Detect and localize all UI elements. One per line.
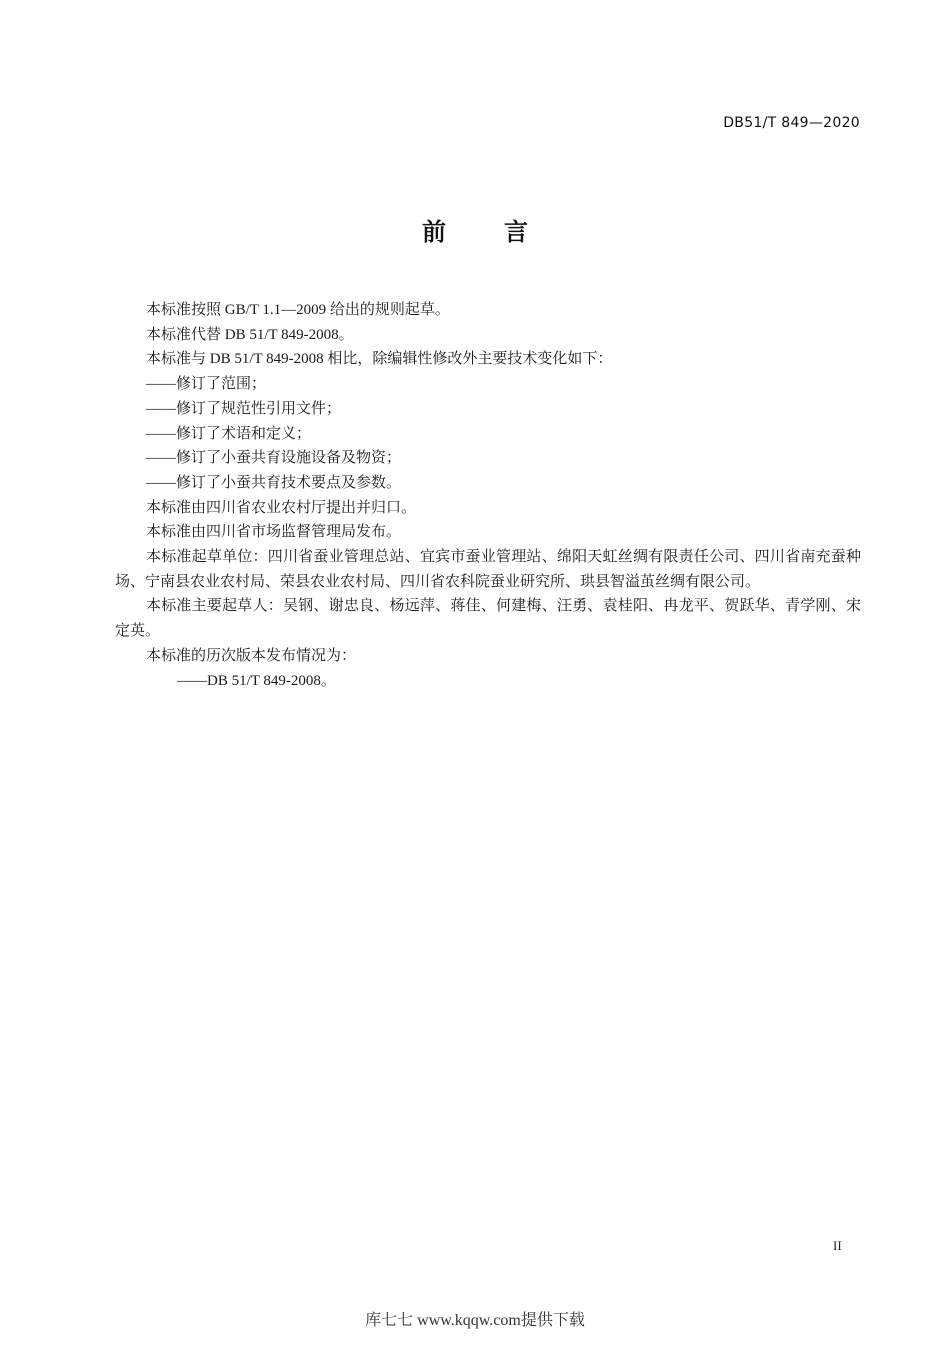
paragraph-history-intro: 本标准的历次版本发布情况为： xyxy=(146,647,357,664)
page-title xyxy=(0,212,950,247)
paragraph-drafting-units: 本标准起草单位：四川省蚕业管理总站、宜宾市蚕业管理站、绵阳天虹丝绸有限责任公司、四川省南充蚕种场、宁南县农业农村局、荣县农业农村局、四川省农科院蚕业研究所、珙县智溢茧丝绸有限公司。 xyxy=(115,549,861,590)
title-char-2: 言 xyxy=(504,218,528,246)
paragraph-issued-by: 本标准由四川省市场监督管理局发布。 xyxy=(146,524,402,541)
title-char-1: 前 xyxy=(422,218,446,246)
change-item: ——修订了范围； xyxy=(146,376,267,393)
change-item: ——修订了小蚕共育设施设备及物资； xyxy=(146,450,402,467)
paragraph-replaces: 本标准代替 DB 51/T 849-2008。 xyxy=(146,326,354,343)
paragraph-changes-intro: 本标准与 DB 51/T 849-2008 相比，除编辑性修改外主要技术变化如下： xyxy=(146,351,613,368)
document-id-header: DB51/T 849—2020 xyxy=(723,115,860,131)
download-footer: 库七七 www.kqqw.com提供下载 xyxy=(365,1312,585,1329)
change-item: ——修订了小蚕共育技术要点及参数。 xyxy=(146,474,402,491)
history-item: ——DB 51/T 849-2008。 xyxy=(177,672,336,689)
paragraph-drafters: 本标准主要起草人：吴钢、谢忠良、杨远萍、蒋佳、何建梅、汪勇、袁桂阳、冉龙平、贺跃华、青学刚、宋定英。 xyxy=(115,598,861,640)
change-item: ——修订了术语和定义； xyxy=(146,425,312,442)
paragraph-drafting-rules: 本标准按照 GB/T 1.1—2009 给出的规则起草。 xyxy=(146,302,450,318)
page-number: II xyxy=(833,1238,842,1253)
paragraph-proposed-by: 本标准由四川省农业农村厅提出并归口。 xyxy=(146,499,417,516)
foreword-body xyxy=(115,298,861,693)
change-item: ——修订了规范性引用文件； xyxy=(146,400,342,417)
